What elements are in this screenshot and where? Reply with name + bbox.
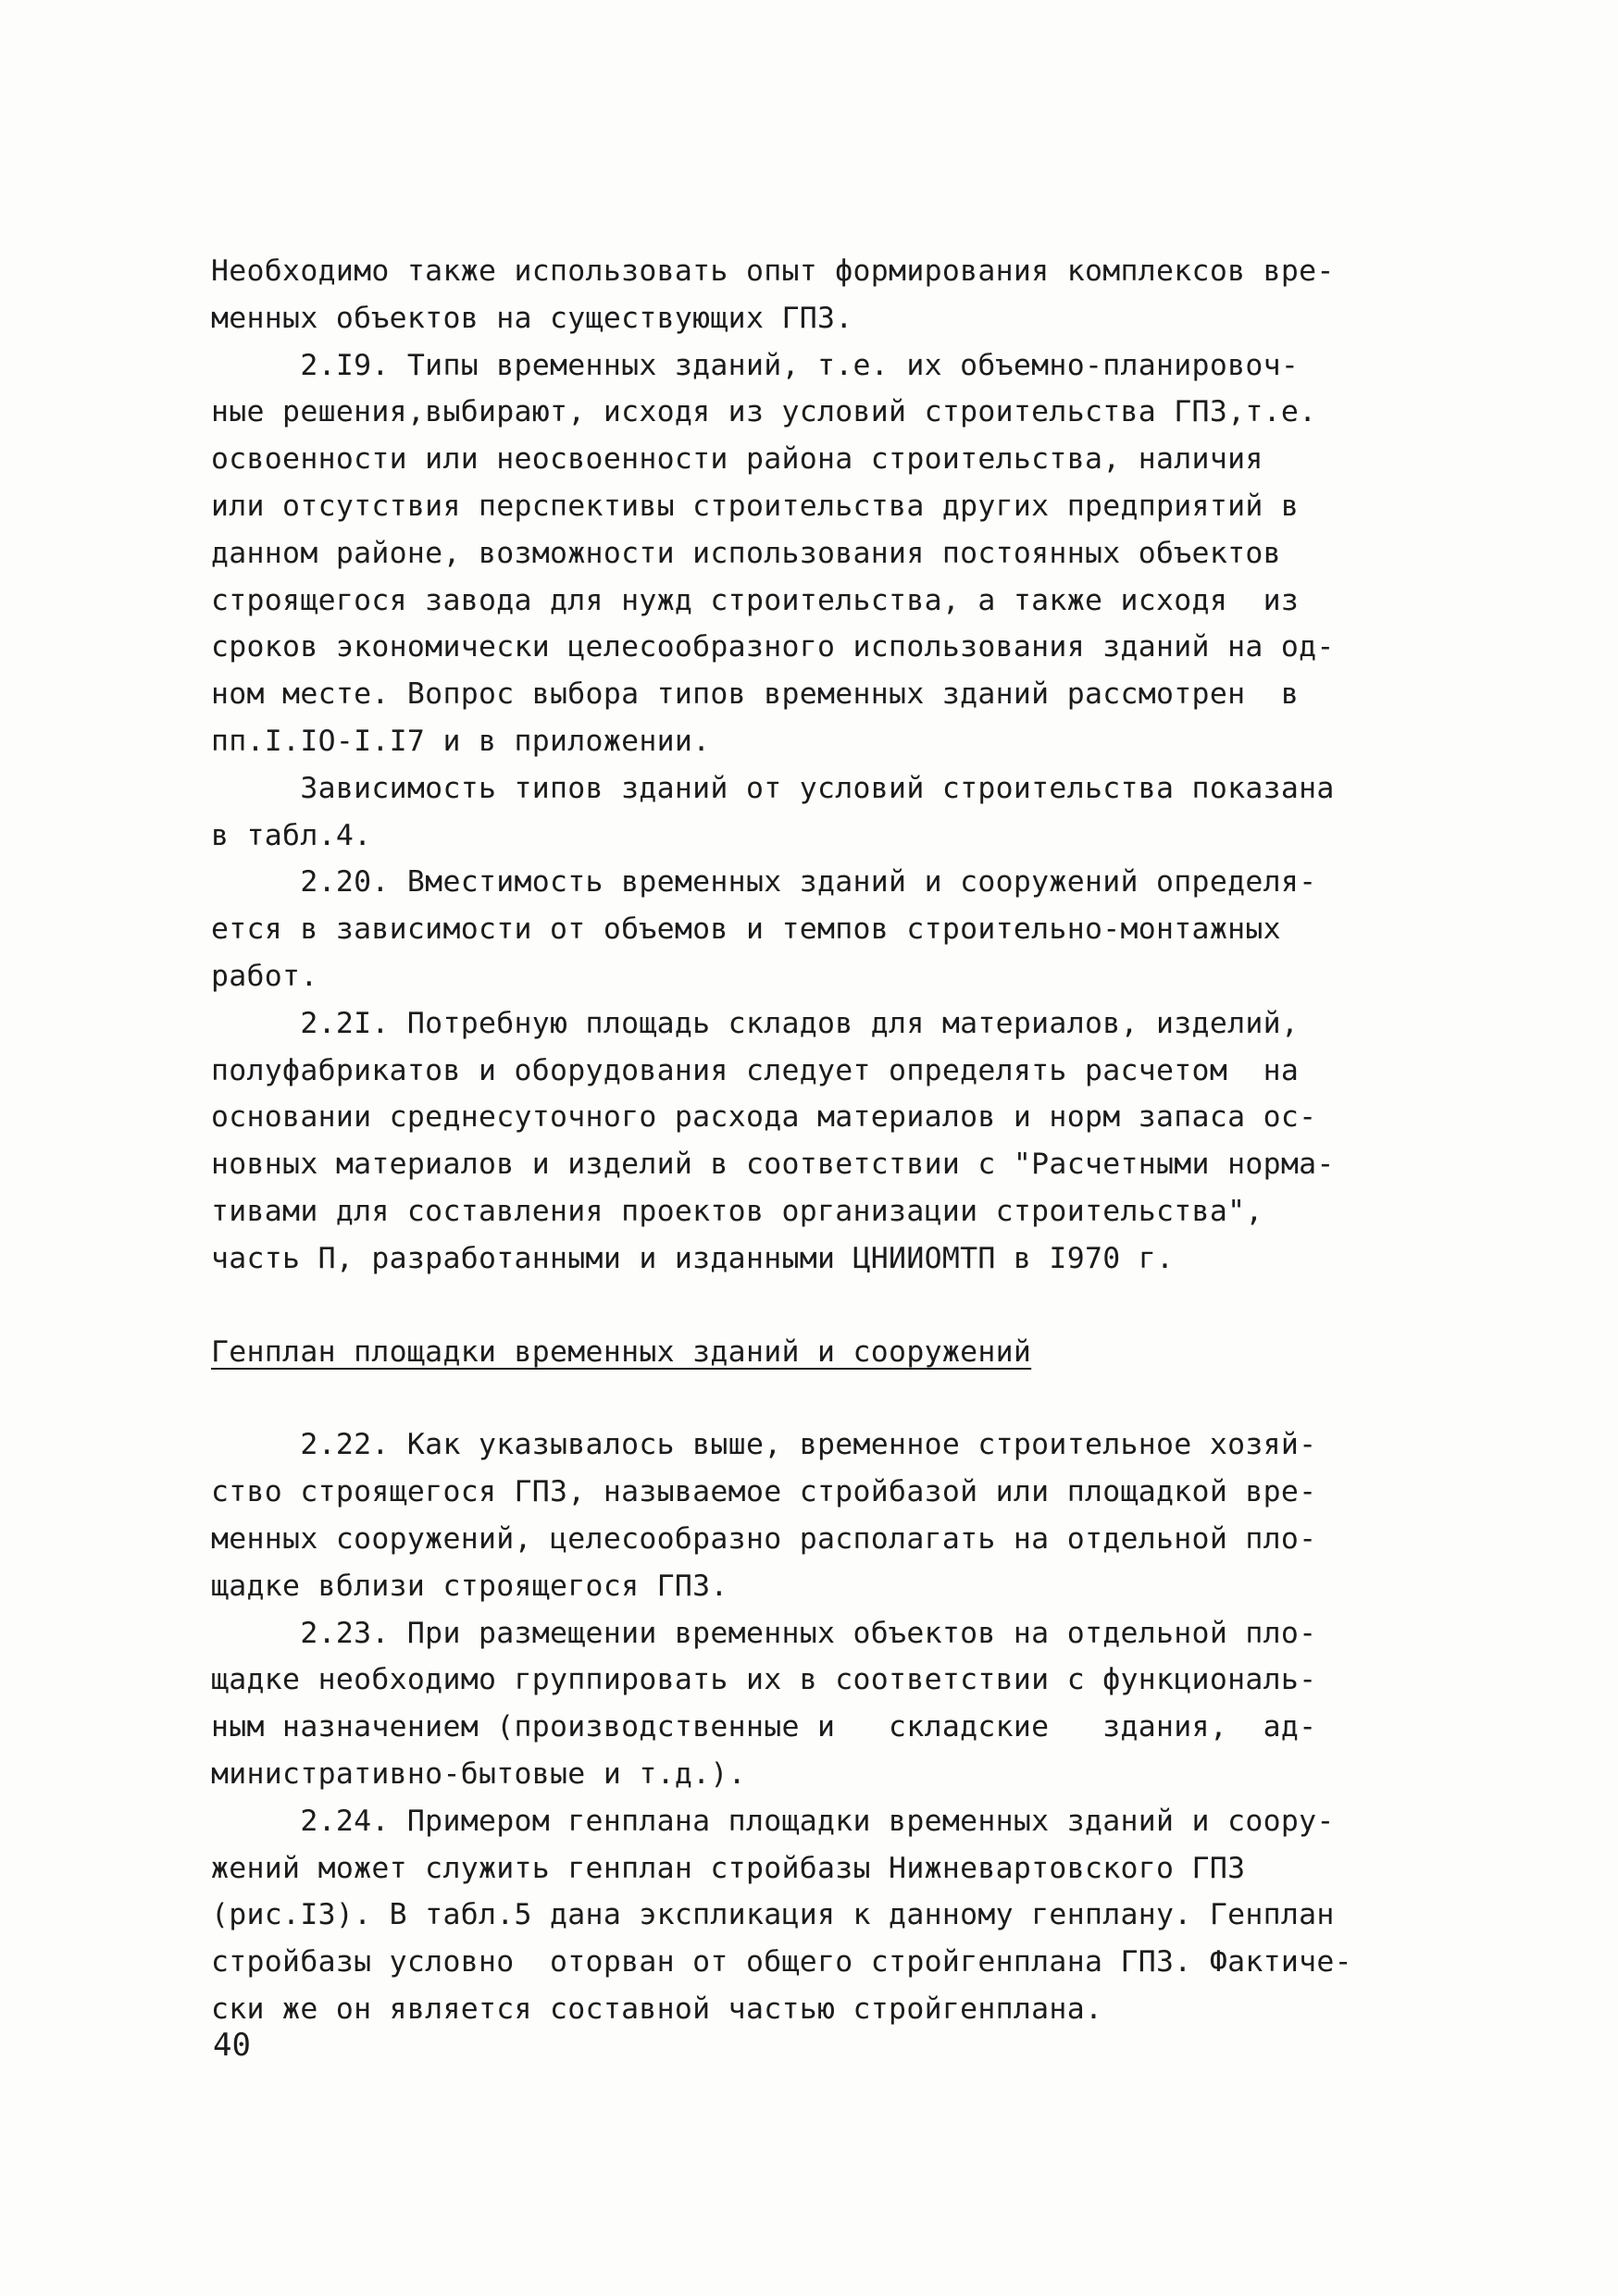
text-line: сроков экономически целесообразного использования зданий на од- xyxy=(211,630,1335,664)
text-line: данном районе, возможности использования постоянных объектов xyxy=(211,536,1281,570)
text-line: ном месте. Вопрос выбора типов временных зданий рассмотрен в xyxy=(211,677,1300,712)
text-line: или отсутствия перспективы строительства других предприятий в xyxy=(211,489,1300,523)
text-line: 2.22. Как указывалось выше, временное строительное хозяй- xyxy=(211,1428,1317,1462)
text-line: стройбазы условно оторван от общего стройгенплана ГПЗ. Фактиче- xyxy=(211,1945,1352,1980)
text-line: 2.2I. Потребную площадь складов для материалов, изделий, xyxy=(211,1006,1300,1040)
text-line: полуфабрикатов и оборудования следует определять расчетом на xyxy=(211,1053,1300,1087)
text-line: ным назначением (производственные и складские здания, ад- xyxy=(211,1710,1317,1744)
text-line: менных сооружений, целесообразно располагать на отдельной пло- xyxy=(211,1521,1317,1556)
text-line: щадке вблизи строящегося ГПЗ. xyxy=(211,1569,728,1603)
text-line: основании среднесуточного расхода материалов и норм запаса ос- xyxy=(211,1100,1317,1135)
intro-paragraphs xyxy=(211,248,1405,1283)
section-heading: Генплан площадки временных зданий и сооружений xyxy=(211,1334,1032,1369)
text-line: новных материалов и изделий в соответствии с "Расчетными норма- xyxy=(211,1148,1335,1182)
text-line: 2.I9. Типы временных зданий, т.е. их объемно-планировоч- xyxy=(211,348,1300,382)
text-line: щадке необходимо группировать их в соответствии с функциональ- xyxy=(211,1663,1317,1697)
text-line: ски же он является составной частью стройгенплана. xyxy=(211,1992,1103,2026)
page-number: 40 xyxy=(213,2027,251,2064)
text-line: Зависимость типов зданий от условий строительства показана xyxy=(211,771,1335,805)
text-line: часть П, разработанными и изданными ЦНИИОМТП в I970 г. xyxy=(211,1241,1175,1275)
text-line: работ. xyxy=(211,959,318,993)
text-line: ется в зависимости от объемов и темпов строительно-монтажных xyxy=(211,912,1281,947)
text-line: (рис.I3). В табл.5 дана экспликация к данному генплану. Генплан xyxy=(211,1898,1335,1932)
text-line: строящегося завода для нужд строительства, а также исходя из xyxy=(211,583,1300,617)
text-line: ство строящегося ГПЗ, называемое стройбазой или площадкой вре- xyxy=(211,1475,1317,1509)
text-line: освоенности или неосвоенности района строительства, наличия xyxy=(211,442,1263,477)
spacer xyxy=(211,1283,1405,1329)
text-line: 2.23. При размещении временных объектов на отдельной пло- xyxy=(211,1616,1317,1650)
text-line: жений может служить генплан стройбазы Нижневартовского ГПЗ xyxy=(211,1851,1246,1885)
document-body xyxy=(211,248,1405,2033)
text-line: Необходимо также использовать опыт формирования комплексов вре- xyxy=(211,254,1335,288)
text-line: менных объектов на существующих ГПЗ. xyxy=(211,301,853,335)
text-line: министративно-бытовые и т.д.). xyxy=(211,1756,746,1791)
text-line: пп.I.IO-I.I7 и в приложении. xyxy=(211,724,711,758)
text-line: тивами для составления проектов организации строительства", xyxy=(211,1194,1263,1228)
text-line: в табл.4. xyxy=(211,818,372,852)
text-line: ные решения,выбирают, исходя из условий строительства ГПЗ,т.е. xyxy=(211,395,1317,429)
spacer xyxy=(211,1375,1405,1421)
text-line: 2.20. Вместимость временных зданий и сооружений определя- xyxy=(211,865,1317,900)
section-paragraphs xyxy=(211,1421,1405,2032)
text-line: 2.24. Примером генплана площадки временных зданий и соору- xyxy=(211,1804,1335,1838)
